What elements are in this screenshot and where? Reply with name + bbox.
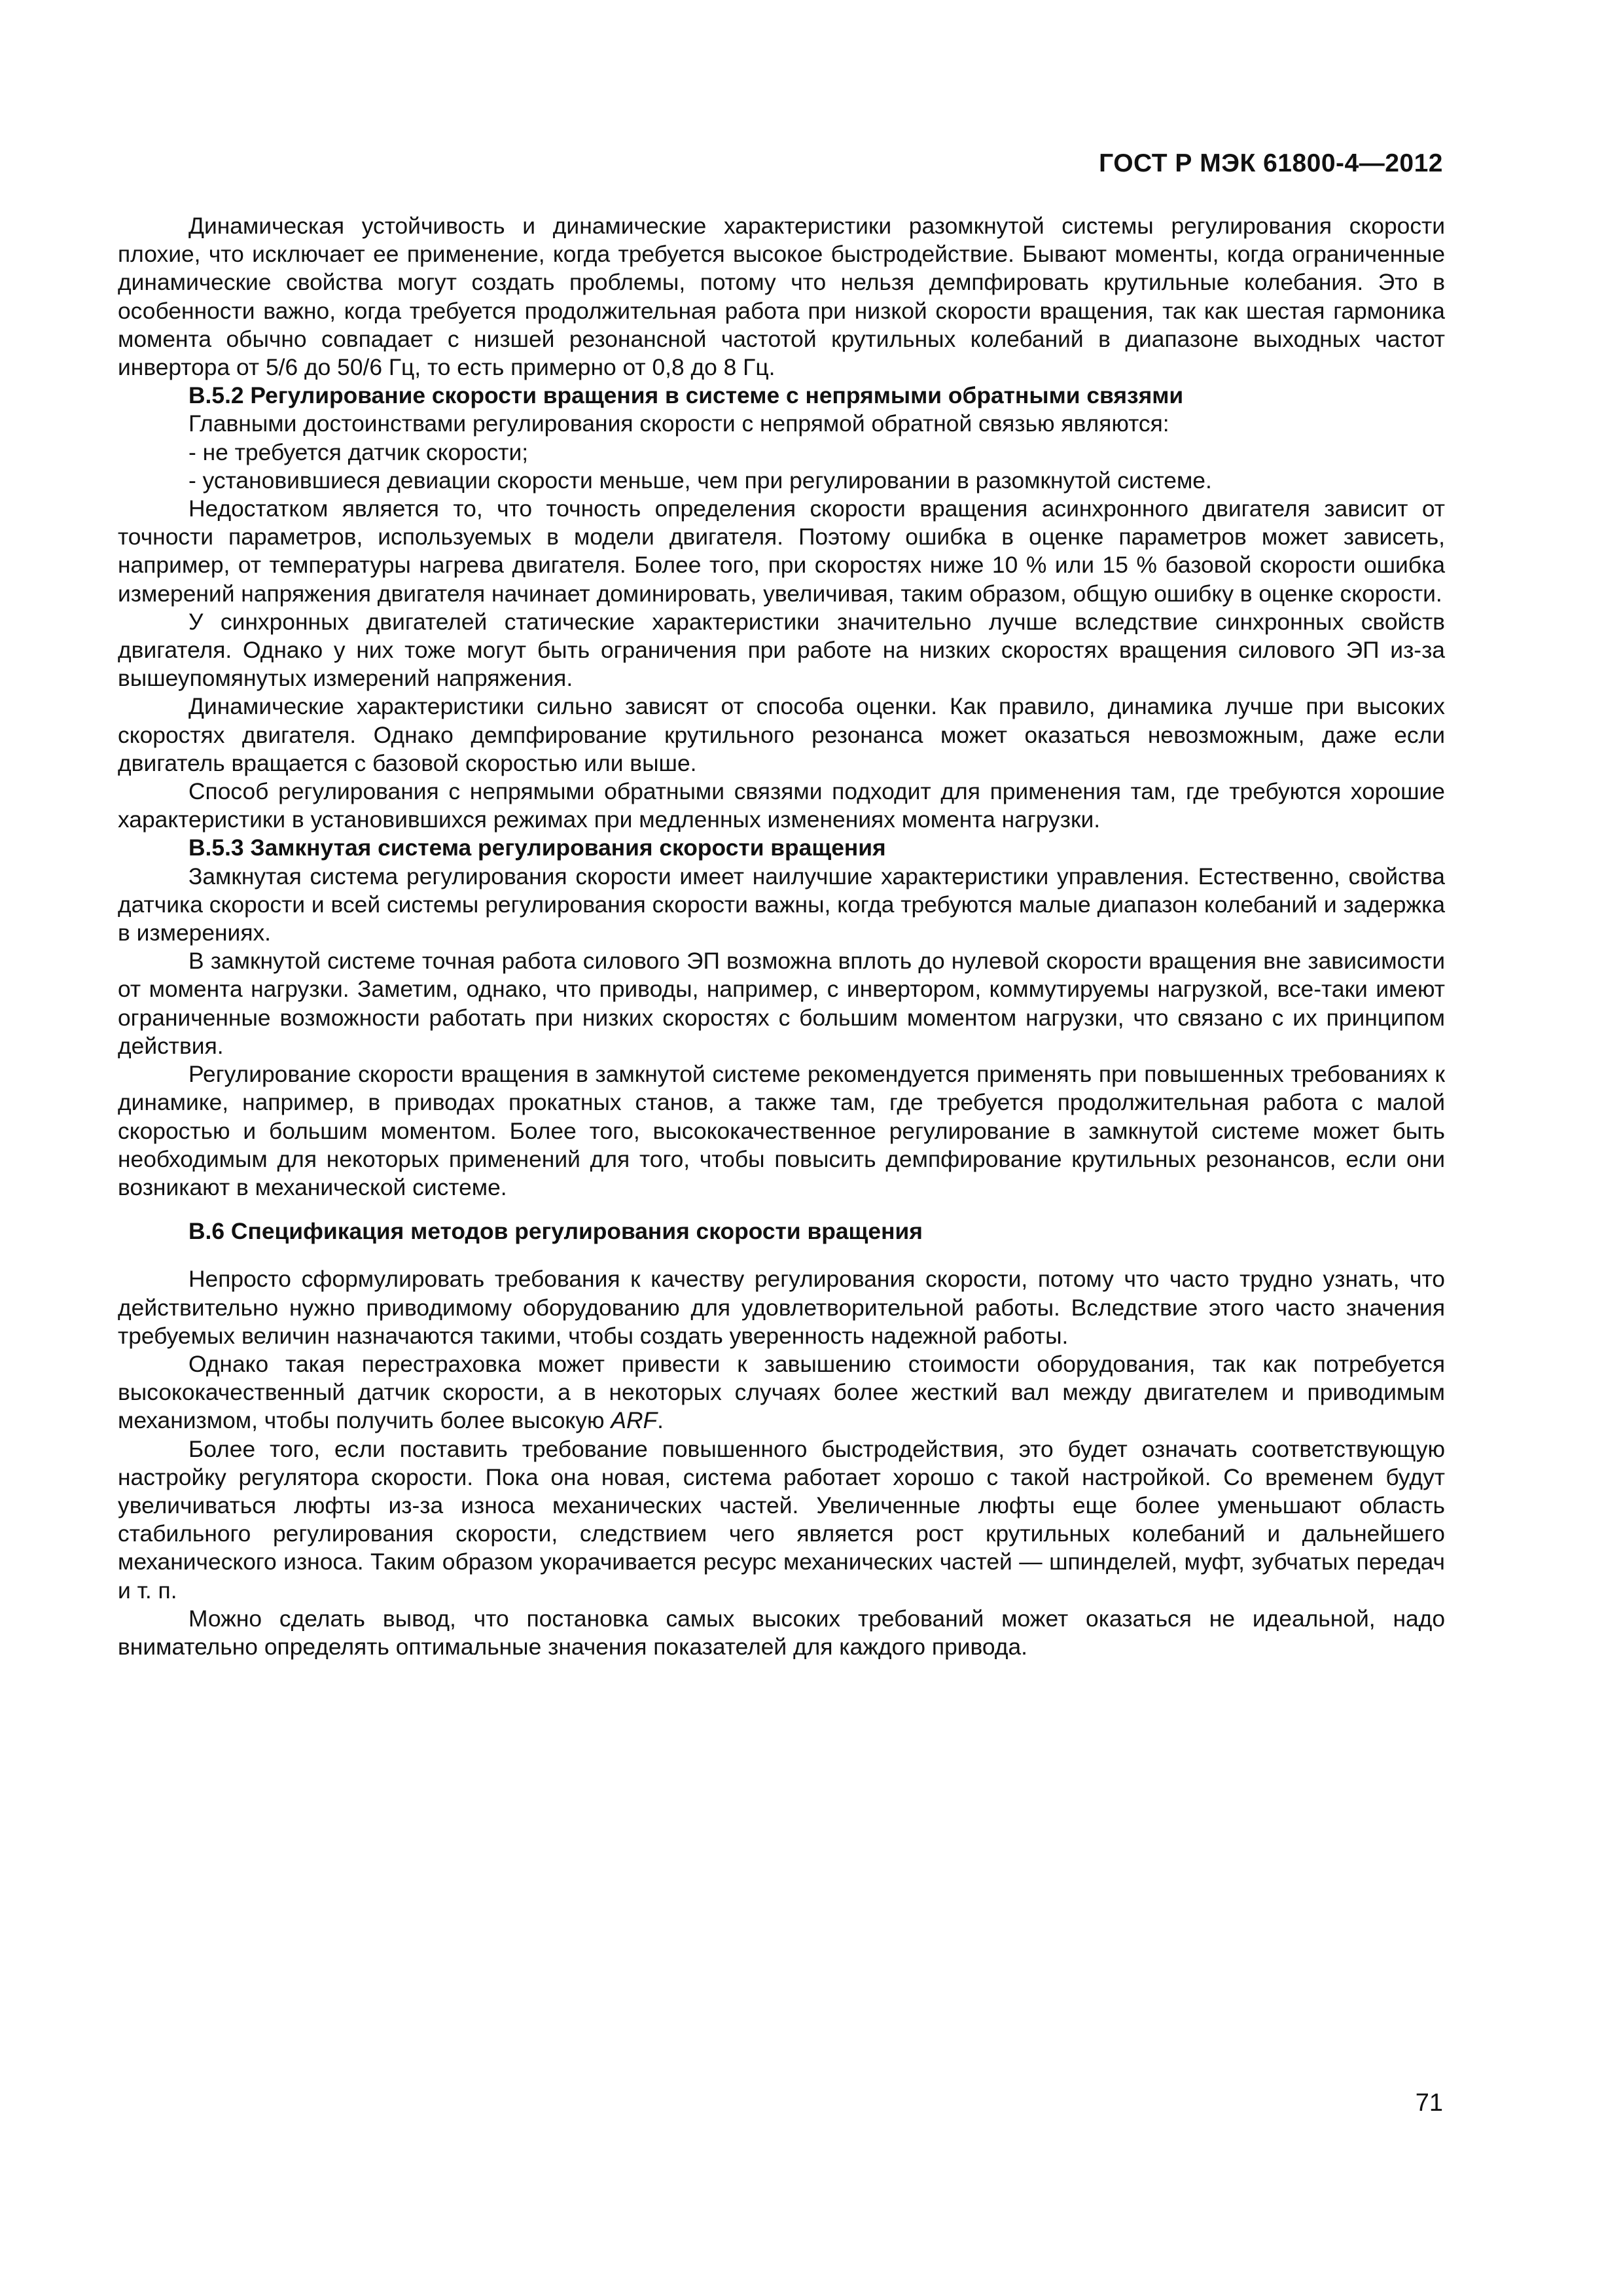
paragraph: Однако такая перестраховка может привести к завышению стоимости оборудования, так как потребуется высококачественный датчик скорости, а в некоторых случаях более жесткий вал между двигателем и приводимым механизмом, чтобы получить более высокую ARF. xyxy=(118,1350,1445,1434)
arf-abbreviation: ARF xyxy=(611,1407,658,1434)
paragraph: Замкнутая система регулирования скорости имеет наилучшие характеристики управления. Естественно, свойства датчика скорости и всей системы регулирования скорости важны, когда требуются малые диапазон колебаний и задержка в измерениях. xyxy=(118,863,1445,946)
subsection-heading-b53: В.5.3 Замкнутая система регулирования скорости вращения xyxy=(188,834,886,861)
document-code-header: ГОСТ Р МЭК 61800-4—2012 xyxy=(1099,149,1443,177)
paragraph: В замкнутой системе точная работа силового ЭП возможна вплоть до нулевой скорости вращения вне зависимости от момента нагрузки. Заметим, однако, что приводы, например, с инвертором, коммутируемы нагрузкой, все-таки имеют ограниченные возможности работать при низких скоростях с большим моментом нагрузки, что связано с их принципом действия. xyxy=(118,948,1445,1059)
paragraph: Можно сделать вывод, что постановка самых высоких требований может оказаться не идеальной, надо внимательно определять оптимальные значения показателей для каждого привода. xyxy=(118,1605,1445,1660)
section-heading-b6: В.6 Спецификация методов регулирования скорости вращения xyxy=(188,1218,923,1245)
paragraph: Способ регулирования с непрямыми обратными связями подходит для применения там, где требуются хорошие характеристики в установившихся режимах при медленных изменениях момента нагрузки. xyxy=(118,778,1445,833)
paragraph: Более того, если поставить требование повышенного быстродействия, это будет означать соответствующую настройку регулятора скорости. Пока она новая, система работает хорошо с такой настройкой. Со временем будут увеличиваться люфты из-за износа механических частей. Увеличенные люфты еще более уменьшают область стабильного регулирования скорости, следствием чего является рост крутильных колебаний и дальнейшего механического износа. Таким образом укорачивается ресурс механических частей — шпинделей, муфт, зубчатых передач и т. п. xyxy=(118,1435,1445,1604)
paragraph: Непросто сформулировать требования к качеству регулирования скорости, потому что часто трудно узнать, что действительно нужно приводимому оборудованию для удовлетворительной работы. Вследствие этого часто значения требуемых величин назначаются такими, чтобы создать уверенность надежной работы. xyxy=(118,1266,1445,1349)
document-body xyxy=(118,212,1445,1661)
list-item: - установившиеся девиации скорости меньше, чем при регулировании в разомкнутой системе. xyxy=(188,467,1212,493)
paragraph: Недостатком является то, что точность определения скорости вращения асинхронного двигателя зависит от точности параметров, используемых в модели двигателя. Поэтому ошибка в оценке параметров может зависеть, например, от температуры нагрева двигателя. Более того, при скоростях ниже 10 % или 15 % базовой скорости ошибка измерений напряжения двигателя начинает доминировать, увеличивая, таким образом, общую ошибку в оценке скорости. xyxy=(118,495,1445,607)
paragraph: Динамические характеристики сильно зависят от способа оценки. Как правило, динамика лучше при высоких скоростях двигателя. Однако демпфирование крутильного резонанса может оказаться невозможным, даже если двигатель вращается с базовой скоростью или выше. xyxy=(118,693,1445,776)
list-item: - не требуется датчик скорости; xyxy=(188,439,529,465)
paragraph: Регулирование скорости вращения в замкнутой системе рекомендуется применять при повышенных требованиях к динамике, например, в приводах прокатных станов, а также там, где требуется продолжительная работа с малой скоростью и большим моментом. Более того, высококачественное регулирование в замкнутой системе может быть необходимым для некоторых применений для того, чтобы повысить демпфирование крутильных резонансов, если они возникают в механической системе. xyxy=(118,1061,1445,1200)
subsection-heading-b52: В.5.2 Регулирование скорости вращения в системе с непрямыми обратными связями xyxy=(188,382,1184,409)
paragraph: У синхронных двигателей статические характеристики значительно лучше вследствие синхронных свойств двигателя. Однако у них тоже могут быть ограничения при работе на низких скоростях вращения силового ЭП из-за вышеупомянутых измерений напряжения. xyxy=(118,608,1445,692)
page-number: 71 xyxy=(1415,2089,1443,2117)
paragraph: Динамическая устойчивость и динамические характеристики разомкнутой системы регулирования скорости плохие, что исключает ее применение, когда требуется высокое быстродействие. Бывают моменты, когда ограниченные динамические свойства могут создать проблемы, потому что нельзя демпфировать крутильные колебания. Это в особенности важно, когда требуется продолжительная работа при низкой скорости вращения, так как шестая гармоника момента обычно совпадает с низшей резонансной частотой крутильных колебаний в диапазоне выходных частот инвертора от 5/6 до 50/6 Гц, то есть примерно от 0,8 до 8 Гц. xyxy=(118,213,1445,381)
paragraph: Главными достоинствами регулирования скорости с непрямой обратной связью являются: xyxy=(188,410,1169,437)
